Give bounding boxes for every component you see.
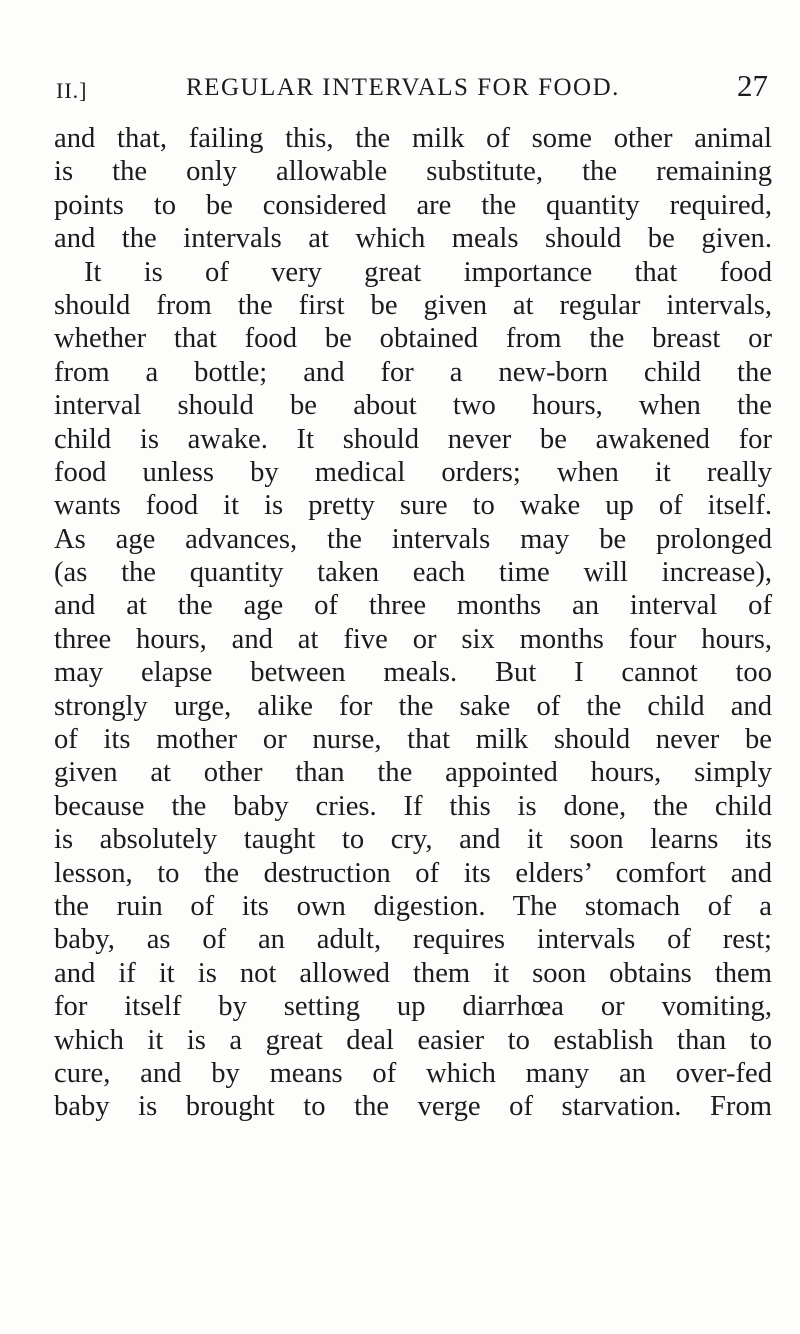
chapter-number: II.]: [56, 78, 88, 103]
running-title: REGULAR INTERVALS FOR FOOD.: [186, 74, 620, 101]
text-line: and if it is not allowed them it soon obtains them: [54, 957, 772, 989]
text-line: the ruin of its own digestion. The stomach of a: [54, 890, 772, 922]
text-line: baby, as of an adult, requires intervals of rest;: [54, 924, 772, 956]
text-line: of its mother or nurse, that milk should never be: [54, 724, 772, 756]
text-line: given at other than the appointed hours, simply: [54, 757, 772, 789]
text-line: wants food it is pretty sure to wake up of itself.: [54, 490, 772, 522]
text-line: three hours, and at five or six months four hours,: [54, 623, 772, 655]
running-head: [56, 68, 768, 108]
text-line: is absolutely taught to cry, and it soon learns its: [54, 824, 772, 856]
page-number: 27: [737, 68, 768, 103]
text-line: strongly urge, alike for the sake of the child and: [54, 690, 772, 722]
text-line: for itself by setting up diarrhœa or vomiting,: [54, 991, 772, 1023]
text-line: should from the first be given at regular intervals,: [54, 289, 772, 321]
text-line: food unless by medical orders; when it really: [54, 456, 772, 488]
text-line: As age advances, the intervals may be prolonged: [54, 523, 772, 555]
body-text: [54, 122, 772, 1124]
text-line: (as the quantity taken each time will increase),: [54, 557, 772, 589]
text-line: interval should be about two hours, when the: [54, 390, 772, 422]
text-line: and at the age of three months an interval of: [54, 590, 772, 622]
text-line: from a bottle; and for a new-born child the: [54, 356, 772, 388]
text-line: baby is brought to the verge of starvation. From: [54, 1091, 772, 1123]
text-line: may elapse between meals. But I cannot too: [54, 657, 772, 689]
text-line: whether that food be obtained from the breast or: [54, 323, 772, 355]
text-line: which it is a great deal easier to establish than to: [54, 1024, 772, 1056]
text-line: and that, failing this, the milk of some other animal: [54, 123, 772, 154]
text-line: points to be considered are the quantity required,: [54, 189, 772, 221]
text-line: cure, and by means of which many an over-fed: [54, 1057, 772, 1089]
text-line: lesson, to the destruction of its elders’ comfort and: [54, 857, 772, 889]
paragraph-start-line: It is of very great importance that food: [84, 256, 772, 288]
text-line: because the baby cries. If this is done, the child: [54, 790, 772, 822]
text-line: is the only allowable substitute, the remaining: [54, 156, 772, 188]
text-line: and the intervals at which meals should be given.: [54, 223, 772, 255]
text-line: child is awake. It should never be awakened for: [54, 423, 772, 455]
